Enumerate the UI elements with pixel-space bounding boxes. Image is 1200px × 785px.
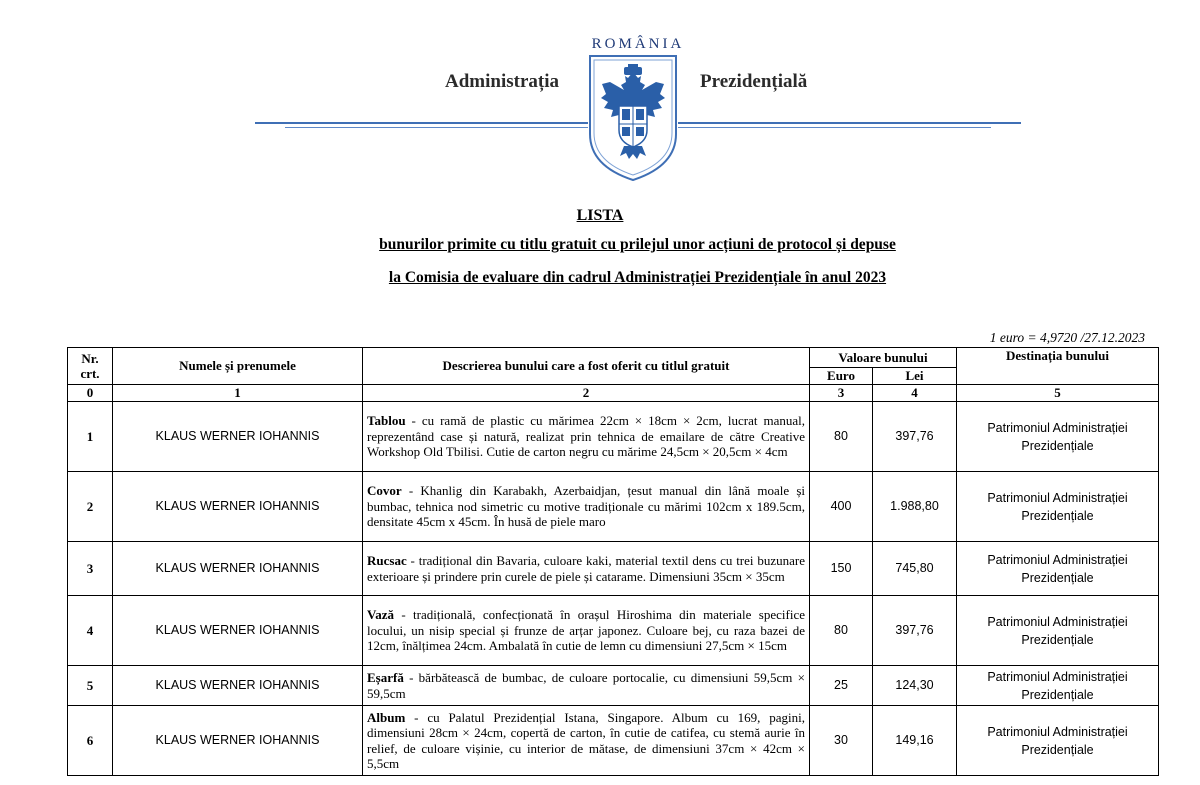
item-description <box>363 542 810 596</box>
item-destination: Patrimoniul Administrației Prezidențiale <box>957 402 1159 472</box>
header-rule-left <box>255 122 588 124</box>
value-euro: 80 <box>810 402 873 472</box>
value-euro: 150 <box>810 542 873 596</box>
row-number: 3 <box>68 542 113 596</box>
row-number: 1 <box>68 402 113 472</box>
institution-name-right: Prezidențială <box>700 71 808 92</box>
recipient-name: KLAUS WERNER IOHANNIS <box>113 706 363 776</box>
table-row <box>68 402 1159 472</box>
exchange-rate-note: 1 euro = 4,9720 /27.12.2023 <box>989 330 1145 345</box>
table-row <box>68 542 1159 596</box>
value-lei: 397,76 <box>873 596 957 666</box>
row-number: 4 <box>68 596 113 666</box>
item-description <box>363 596 810 666</box>
value-euro: 400 <box>810 472 873 542</box>
item-name: Album <box>367 709 406 725</box>
header-value: Valoare bunului <box>810 348 957 368</box>
item-description <box>363 402 810 472</box>
institution-name-left: Administrația <box>445 71 559 92</box>
item-name: Covor <box>367 483 402 499</box>
value-euro: 30 <box>810 706 873 776</box>
item-name: Rucsac <box>367 553 407 568</box>
value-lei: 1.988,80 <box>873 472 957 542</box>
value-euro: 80 <box>810 596 873 666</box>
table-row <box>68 666 1159 706</box>
item-description <box>363 472 810 542</box>
recipient-name: KLAUS WERNER IOHANNIS <box>113 542 363 596</box>
item-details: - Khanlig din Karabakh, Azerbaidjan, țesut manual din lână moale și bumbac, tehnica nod simetric cu motive tradiționale cu mărimi 102cm x 189.5cm, densitate 45cm x 45cm. În husă de piele maro <box>367 483 805 530</box>
item-details: - cu ramă de plastic cu mărimea 22cm × 18cm × 2cm, lucrat manual, reprezentând case și natură, realizat prin tehnica de emailare de către Creative Workshop Old Tbilisi. Cutie de carton negru cu mărime 24,5cm × 20,5cm × 4cm <box>367 413 805 460</box>
index-cell: 5 <box>957 385 1159 402</box>
item-destination: Patrimoniul Administrației Prezidențiale <box>957 666 1159 706</box>
header-euro: Euro <box>810 368 873 385</box>
value-lei: 124,30 <box>873 666 957 706</box>
header-lei: Lei <box>873 368 957 385</box>
item-destination: Patrimoniul Administrației Prezidențiale <box>957 596 1159 666</box>
value-lei: 149,16 <box>873 706 957 776</box>
item-details: - bărbătească de bumbac, de culoare portocalie, cu dimensiuni 59,5cm × 59,5cm <box>367 670 805 701</box>
index-cell: 2 <box>363 385 810 402</box>
country-label: ROMÂNIA <box>591 36 685 52</box>
row-number: 2 <box>68 472 113 542</box>
row-number: 5 <box>68 666 113 706</box>
item-name: Tablou <box>367 413 406 429</box>
recipient-name: KLAUS WERNER IOHANNIS <box>113 596 363 666</box>
document-subtitle-line-2: la Comisia de evaluare din cadrul Administrației Prezidențiale în anul 2023 <box>388 269 887 286</box>
header-rule-right <box>678 122 1021 124</box>
item-details: - tradițional din Bavaria, culoare kaki, material textil dens cu trei buzunare exterioare și prindere prin curele de piele și catarame. Dimensiuni 35cm × 35cm <box>367 553 805 584</box>
item-description <box>363 666 810 706</box>
gifts-table <box>67 347 1159 776</box>
item-details: - cu Palatul Prezidențial Istana, Singapore. Album cu 169, pagini, dimensiuni 28cm × 24cm, copertă de carton, în cutie de catifea, cu stemă aurie în relief, de culoare vișinie, cu interior de mătase, de dimensiuni 37cm × 42cm × 5,5cm <box>367 709 805 771</box>
item-description <box>363 706 810 776</box>
recipient-name: KLAUS WERNER IOHANNIS <box>113 472 363 542</box>
document-subtitle-line-1: bunurilor primite cu titlu gratuit cu prilejul unor acțiuni de protocol și depuse <box>379 236 896 253</box>
item-details: - tradițională, confecționată în orașul Hiroshima din materiale specifice locului, un nisip special și frunze de arțar japonez. Culoare bej, cu raza bazei de 12cm, înălțimea 24cm. Ambalată în cutie de lemn cu dimensiuni 27,5cm × 15cm <box>367 607 805 654</box>
value-lei: 745,80 <box>873 542 957 596</box>
item-name: Vază <box>367 607 394 623</box>
header-destination: Destinația bunului <box>957 348 1159 385</box>
recipient-name: KLAUS WERNER IOHANNIS <box>113 666 363 706</box>
value-euro: 25 <box>810 666 873 706</box>
header-description: Descrierea bunului care a fost oferit cu titlul gratuit <box>363 348 810 385</box>
table-row <box>68 596 1159 666</box>
romanian-coat-of-arms-icon <box>588 54 678 182</box>
recipient-name: KLAUS WERNER IOHANNIS <box>113 402 363 472</box>
item-destination: Patrimoniul Administrației Prezidențiale <box>957 472 1159 542</box>
header-nr: Nr. crt. <box>68 348 113 385</box>
index-cell: 1 <box>113 385 363 402</box>
row-number: 6 <box>68 706 113 776</box>
header-rule-right-thin <box>678 127 991 128</box>
item-destination: Patrimoniul Administrației Prezidențiale <box>957 542 1159 596</box>
header-rule-left-thin <box>285 127 588 128</box>
table-row <box>68 472 1159 542</box>
header-name: Numele și prenumele <box>113 348 363 385</box>
table-row <box>68 706 1159 776</box>
item-destination: Patrimoniul Administrației Prezidențiale <box>957 706 1159 776</box>
index-cell: 0 <box>68 385 113 402</box>
index-cell: 3 <box>810 385 873 402</box>
document-title: LISTA <box>576 207 624 224</box>
value-lei: 397,76 <box>873 402 957 472</box>
item-name: Eșarfă <box>367 670 404 685</box>
index-cell: 4 <box>873 385 957 402</box>
